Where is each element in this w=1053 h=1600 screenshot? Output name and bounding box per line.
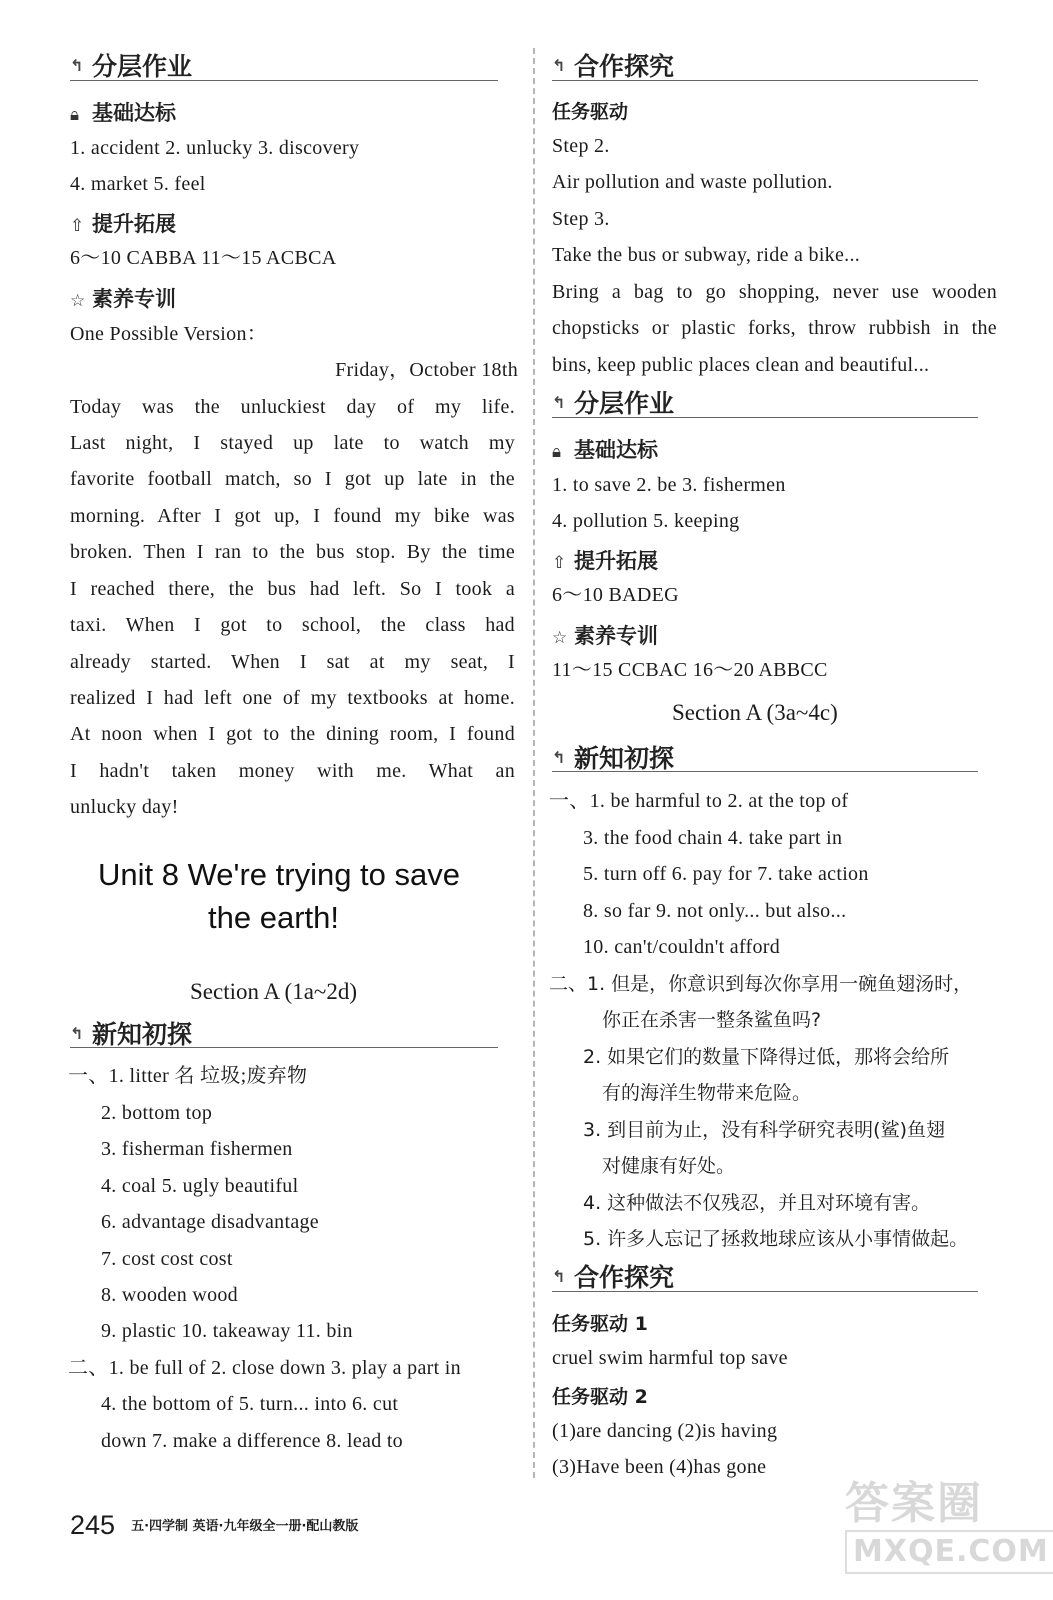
section-header-layered-homework: ↰ 分层作业 bbox=[70, 52, 193, 81]
essay-line: taxi. When I got to school, the class had bbox=[70, 614, 515, 636]
section-heading: Section A (3a~4c) bbox=[672, 700, 838, 725]
answer-line: 4. market 5. feel bbox=[70, 173, 206, 195]
section-header-cooperation: ↰ 合作探究 bbox=[552, 52, 675, 81]
answer-line: Bring a bag to go shopping, never use wooden bbox=[552, 281, 997, 303]
column-divider bbox=[533, 48, 535, 1478]
essay-line: At noon when I got to the dining room, I found bbox=[70, 723, 515, 745]
book-info: 五·四学制 英语·九年级全一册·配山教版 bbox=[131, 1519, 359, 1534]
watermark-url: MXQE.COM bbox=[845, 1530, 1053, 1574]
section-marker-icon: ↰ bbox=[552, 56, 566, 75]
answer-line: 对健康有好处。 bbox=[602, 1155, 736, 1177]
answer-line: (1)are dancing (2)is having bbox=[552, 1420, 778, 1442]
subheader-literacy: ☆ 素养专训 bbox=[70, 287, 176, 311]
answer-line: 你正在杀害一整条鲨鱼吗? bbox=[602, 1009, 822, 1031]
unit-title: Unit 8 We're trying to save bbox=[98, 857, 460, 892]
section-header-new-knowledge: ↰ 新知初探 bbox=[70, 1020, 193, 1049]
section-header-layered-homework: ↰ 分层作业 bbox=[552, 389, 675, 418]
subheader-basic: 🔒︎ 基础达标 bbox=[552, 438, 658, 462]
page-footer bbox=[70, 1510, 358, 1541]
section-rule bbox=[552, 771, 978, 772]
section-rule bbox=[552, 80, 978, 81]
lock-icon: 🔒︎ bbox=[552, 442, 562, 462]
answer-line: 4. 这种做法不仅残忍，并且对环境有害。 bbox=[583, 1192, 931, 1214]
answer-line: 二、1. be full of 2. close down 3. play a part in bbox=[68, 1357, 461, 1379]
answer-line: 2. bottom top bbox=[101, 1102, 213, 1124]
upload-arrow-icon: ⇧ bbox=[552, 553, 567, 573]
subheader-basic: 🔒︎ 基础达标 bbox=[70, 101, 176, 125]
essay-line: I hadn't taken money with me. What an bbox=[70, 760, 515, 782]
section-marker-icon: ↰ bbox=[70, 1024, 84, 1043]
upload-arrow-icon: ⇧ bbox=[70, 216, 85, 236]
section-marker-icon: ↰ bbox=[552, 748, 566, 767]
answer-line: 10. can't/couldn't afford bbox=[583, 936, 781, 958]
unit-title: the earth! bbox=[208, 900, 339, 935]
answer-line: 4. pollution 5. keeping bbox=[552, 510, 740, 532]
essay-line: favorite football match, so I got up late in the bbox=[70, 468, 515, 490]
answer-line: 6～10 BADEG bbox=[552, 584, 679, 606]
section-header-cooperation: ↰ 合作探究 bbox=[552, 1263, 675, 1292]
section-rule bbox=[552, 417, 978, 418]
answer-line: 3. the food chain 4. take part in bbox=[583, 827, 843, 849]
essay-line: Last night, I stayed up late to watch my bbox=[70, 432, 515, 454]
answer-line: 2. 如果它们的数量下降得过低，那将会给所 bbox=[583, 1046, 950, 1068]
answer-line: 7. cost cost cost bbox=[101, 1248, 233, 1270]
answer-line: 5. 许多人忘记了拯救地球应该从小事情做起。 bbox=[583, 1228, 969, 1250]
answer-line: 4. coal 5. ugly beautiful bbox=[101, 1175, 299, 1197]
task-heading: 任务驱动 1 bbox=[552, 1313, 648, 1335]
section-heading: Section A (1a~2d) bbox=[190, 979, 358, 1004]
section-header-new-knowledge: ↰ 新知初探 bbox=[552, 744, 675, 773]
answer-line: Air pollution and waste pollution. bbox=[552, 171, 833, 193]
page-number: 245 bbox=[70, 1510, 116, 1540]
answer-line: (3)Have been (4)has gone bbox=[552, 1456, 767, 1478]
answer-line: chopsticks or plastic forks, throw rubbish in the bbox=[552, 317, 997, 339]
answer-line: 一、1. be harmful to 2. at the top of bbox=[549, 790, 849, 812]
answer-line: 5. turn off 6. pay for 7. take action bbox=[583, 863, 869, 885]
section-rule bbox=[70, 80, 498, 81]
answer-line: down 7. make a difference 8. lead to bbox=[101, 1430, 403, 1452]
answer-line: 3. 到目前为止，没有科学研究表明(鲨)鱼翅 bbox=[583, 1119, 945, 1141]
answer-line: 9. plastic 10. takeaway 11. bin bbox=[101, 1320, 353, 1342]
answer-line: 4. the bottom of 5. turn... into 6. cut bbox=[101, 1393, 399, 1415]
section-rule bbox=[552, 1291, 978, 1292]
lock-icon: 🔒︎ bbox=[70, 105, 80, 125]
answer-line: 6. advantage disadvantage bbox=[101, 1211, 319, 1233]
watermark-logo bbox=[845, 1478, 1049, 1590]
section-marker-icon: ↰ bbox=[552, 1267, 566, 1286]
essay-intro: One Possible Version： bbox=[70, 323, 268, 345]
answer-line: bins, keep public places clean and beautiful... bbox=[552, 354, 930, 376]
answer-line: cruel swim harmful top save bbox=[552, 1347, 788, 1369]
essay-line: morning. After I got up, I found my bike was bbox=[70, 505, 515, 527]
answer-line: 有的海洋生物带来危险。 bbox=[602, 1082, 812, 1104]
subheader-literacy: ☆ 素养专训 bbox=[552, 624, 658, 648]
section-marker-icon: ↰ bbox=[70, 56, 84, 75]
answer-line: 8. wooden wood bbox=[101, 1284, 238, 1306]
task-heading: 任务驱动 2 bbox=[552, 1386, 648, 1408]
answer-line: 一、1. litter 名 垃圾;废弃物 bbox=[68, 1065, 308, 1087]
answer-line: 6～10 CABBA 11～15 ACBCA bbox=[70, 247, 337, 269]
essay-line: I reached there, the bus had left. So I took a bbox=[70, 578, 515, 600]
section-marker-icon: ↰ bbox=[552, 393, 566, 412]
task-heading: 任务驱动 bbox=[552, 101, 629, 123]
essay-line: realized I had left one of my textbooks at home. bbox=[70, 687, 515, 709]
star-icon: ☆ bbox=[70, 291, 86, 311]
answer-line: 二、1. 但是，你意识到每次你享用一碗鱼翅汤时， bbox=[549, 973, 973, 995]
watermark-text: 答案圈 bbox=[845, 1478, 983, 1529]
subheader-improve: ⇧ 提升拓展 bbox=[70, 212, 176, 236]
answer-line: 11～15 CCBAC 16～20 ABBCC bbox=[552, 659, 828, 681]
answer-line: Step 2. bbox=[552, 135, 610, 157]
answer-line: Take the bus or subway, ride a bike... bbox=[552, 244, 861, 266]
star-icon: ☆ bbox=[552, 628, 568, 648]
essay-line: unlucky day! bbox=[70, 796, 179, 818]
section-rule bbox=[70, 1047, 498, 1048]
essay-line: already started. When I sat at my seat, I bbox=[70, 651, 515, 673]
subheader-improve: ⇧ 提升拓展 bbox=[552, 549, 658, 573]
essay-date: Friday，October 18th bbox=[335, 359, 518, 381]
answer-line: Step 3. bbox=[552, 208, 610, 230]
answer-line: 1. to save 2. be 3. fishermen bbox=[552, 474, 786, 496]
essay-line: broken. Then I ran to the bus stop. By the time bbox=[70, 541, 515, 563]
answer-line: 3. fisherman fishermen bbox=[101, 1138, 293, 1160]
answer-line: 8. so far 9. not only... but also... bbox=[583, 900, 847, 922]
answer-line: 1. accident 2. unlucky 3. discovery bbox=[70, 137, 360, 159]
essay-line: Today was the unluckiest day of my life. bbox=[70, 396, 515, 418]
